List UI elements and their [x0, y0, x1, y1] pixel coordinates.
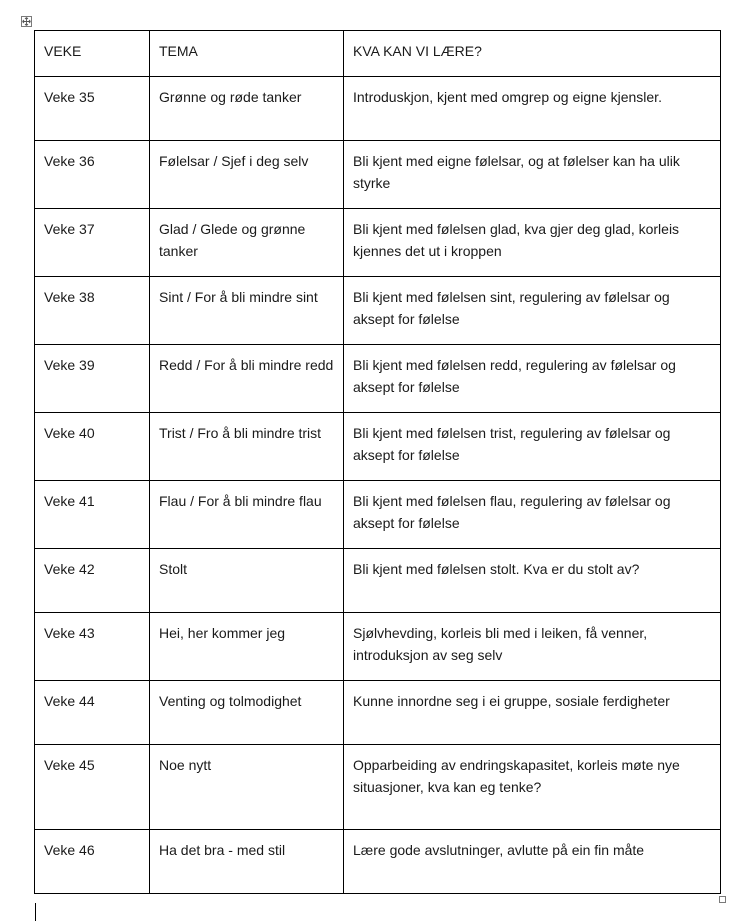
header-cell-veke[interactable]: VEKE — [35, 31, 150, 77]
cell-kva[interactable]: Bli kjent med følelsen stolt. Kva er du stolt av? — [344, 549, 721, 613]
cell-tema[interactable]: Grønne og røde tanker — [150, 77, 344, 141]
cell-tema[interactable]: Venting og tolmodighet — [150, 681, 344, 745]
cell-veke[interactable]: Veke 41 — [35, 481, 150, 549]
cell-kva[interactable]: Bli kjent med følelsen sint, regulering av følelsar og aksept for følelse — [344, 277, 721, 345]
table-row — [35, 830, 721, 894]
cell-kva[interactable]: Bli kjent med følelsen glad, kva gjer deg glad, korleis kjennes det ut i kroppen — [344, 209, 721, 277]
cell-tema[interactable]: Ha det bra - med stil — [150, 830, 344, 894]
cell-veke[interactable]: Veke 45 — [35, 745, 150, 830]
table-row — [35, 277, 721, 345]
table-row — [35, 745, 721, 830]
table-resize-handle-icon[interactable] — [719, 896, 726, 903]
cell-kva[interactable]: Opparbeiding av endringskapasitet, korleis møte nye situasjoner, kva kan eg tenke? — [344, 745, 721, 830]
cell-veke[interactable]: Veke 40 — [35, 413, 150, 481]
cell-tema[interactable]: Stolt — [150, 549, 344, 613]
cell-tema[interactable]: Glad / Glede og grønne tanker — [150, 209, 344, 277]
cell-tema[interactable]: Sint / For å bli mindre sint — [150, 277, 344, 345]
header-cell-tema[interactable]: TEMA — [150, 31, 344, 77]
cell-veke[interactable]: Veke 42 — [35, 549, 150, 613]
cell-kva[interactable]: Introduskjon, kjent med omgrep og eigne kjensler. — [344, 77, 721, 141]
cell-veke[interactable]: Veke 36 — [35, 141, 150, 209]
table-move-handle-icon[interactable] — [21, 16, 32, 27]
cell-kva[interactable]: Bli kjent med følelsen redd, regulering av følelsar og aksept for følelse — [344, 345, 721, 413]
cell-veke[interactable]: Veke 43 — [35, 613, 150, 681]
table-row — [35, 209, 721, 277]
table-row — [35, 77, 721, 141]
cell-kva[interactable]: Bli kjent med følelsen flau, regulering av følelsar og aksept for følelse — [344, 481, 721, 549]
cell-veke[interactable]: Veke 35 — [35, 77, 150, 141]
cell-veke[interactable]: Veke 44 — [35, 681, 150, 745]
cell-tema[interactable]: Noe nytt — [150, 745, 344, 830]
cell-veke[interactable]: Veke 38 — [35, 277, 150, 345]
cell-tema[interactable]: Redd / For å bli mindre redd — [150, 345, 344, 413]
cell-kva[interactable]: Bli kjent med følelsen trist, regulering av følelsar og aksept for følelse — [344, 413, 721, 481]
table-row — [35, 549, 721, 613]
table-row — [35, 413, 721, 481]
cell-veke[interactable]: Veke 39 — [35, 345, 150, 413]
cell-tema[interactable]: Hei, her kommer jeg — [150, 613, 344, 681]
cell-veke[interactable]: Veke 37 — [35, 209, 150, 277]
table-row — [35, 345, 721, 413]
cell-tema[interactable]: Følelsar / Sjef i deg selv — [150, 141, 344, 209]
cell-veke[interactable]: Veke 46 — [35, 830, 150, 894]
cell-kva[interactable]: Sjølvhevding, korleis bli med i leiken, få venner, introduksjon av seg selv — [344, 613, 721, 681]
table-row — [35, 141, 721, 209]
table-row — [35, 681, 721, 745]
text-cursor — [35, 903, 36, 921]
header-cell-kva[interactable]: KVA KAN VI LÆRE? — [344, 31, 721, 77]
cell-tema[interactable]: Trist / Fro å bli mindre trist — [150, 413, 344, 481]
table-header-row — [35, 31, 721, 77]
table-row — [35, 613, 721, 681]
cell-tema[interactable]: Flau / For å bli mindre flau — [150, 481, 344, 549]
table-row — [35, 481, 721, 549]
plan-table — [34, 30, 721, 894]
cell-kva[interactable]: Lære gode avslutninger, avlutte på ein fin måte — [344, 830, 721, 894]
cell-kva[interactable]: Kunne innordne seg i ei gruppe, sosiale ferdigheter — [344, 681, 721, 745]
cell-kva[interactable]: Bli kjent med eigne følelsar, og at følelser kan ha ulik styrke — [344, 141, 721, 209]
